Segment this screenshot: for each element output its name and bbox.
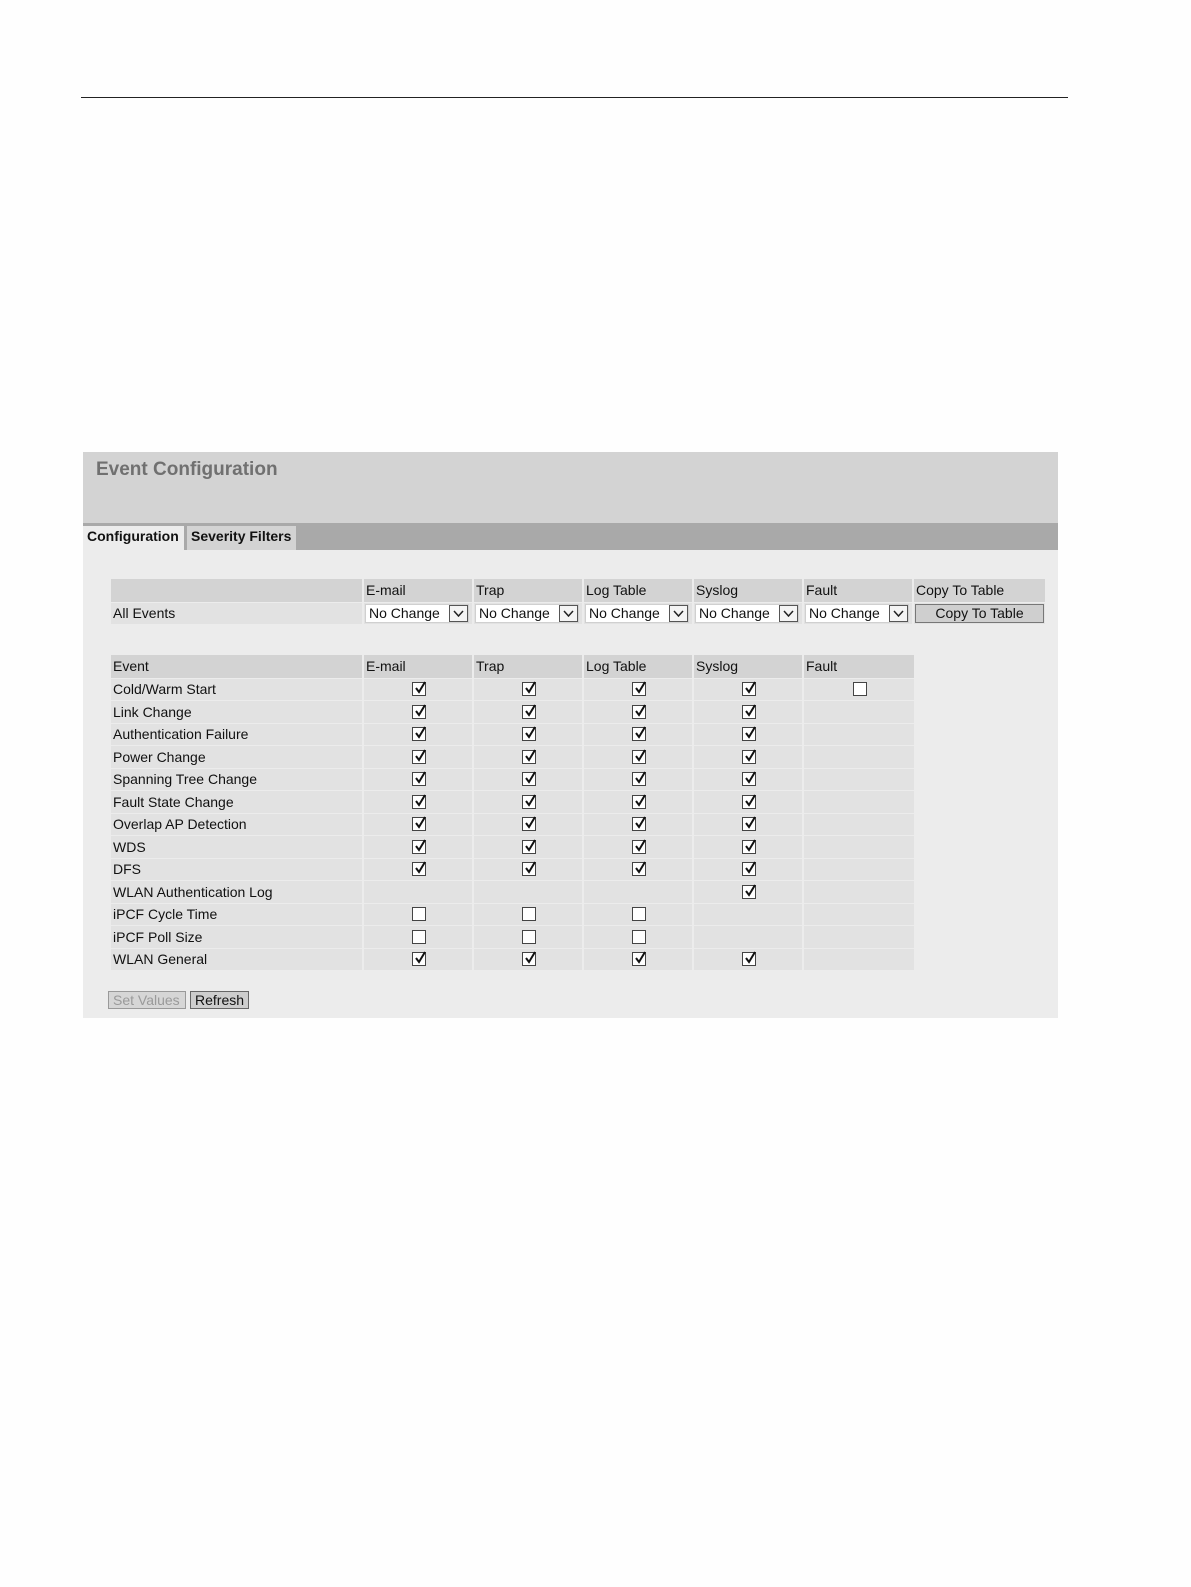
email-checkbox[interactable] <box>412 840 426 854</box>
checkmark-icon <box>633 749 647 763</box>
event-name: Authentication Failure <box>111 723 364 746</box>
email-checkbox[interactable] <box>412 750 426 764</box>
trap-checkbox[interactable] <box>522 772 536 786</box>
trap-checkbox[interactable] <box>522 817 536 831</box>
page-title: Event Configuration <box>96 459 278 480</box>
tab-configuration[interactable]: Configuration <box>83 526 184 550</box>
tab-bar <box>83 523 1058 550</box>
log-table-checkbox[interactable] <box>632 862 646 876</box>
trap-checkbox[interactable] <box>522 862 536 876</box>
email-checkbox[interactable] <box>412 862 426 876</box>
all-events-header-syslog: Syslog <box>694 579 804 602</box>
event-row <box>111 768 914 791</box>
event-name: DFS <box>111 858 364 881</box>
checkmark-icon <box>523 861 537 875</box>
checkmark-icon <box>743 861 757 875</box>
all-events-row <box>111 602 1045 625</box>
event-name: iPCF Cycle Time <box>111 903 364 926</box>
event-row <box>111 925 914 948</box>
checkmark-icon <box>413 749 427 763</box>
all-events-header-fault: Fault <box>804 579 914 602</box>
trap-checkbox[interactable] <box>522 727 536 741</box>
event-row <box>111 880 914 903</box>
checkmark-icon <box>743 839 757 853</box>
event-row <box>111 948 914 971</box>
checkmark-icon <box>523 749 537 763</box>
checkmark-icon <box>523 726 537 740</box>
checkmark-icon <box>743 771 757 785</box>
checkmark-icon <box>523 839 537 853</box>
event-name: WDS <box>111 835 364 858</box>
checkmark-icon <box>633 839 647 853</box>
checkmark-icon <box>413 771 427 785</box>
checkmark-icon <box>743 951 757 965</box>
checkmark-icon <box>633 681 647 695</box>
email-checkbox[interactable] <box>412 795 426 809</box>
column-header-email: E-mail <box>364 655 474 678</box>
trap-checkbox[interactable] <box>522 952 536 966</box>
checkmark-icon <box>633 951 647 965</box>
checkmark-icon <box>633 771 647 785</box>
chevron-down-icon[interactable] <box>779 605 798 622</box>
select-value: No Change <box>479 605 550 622</box>
trap-checkbox[interactable] <box>522 705 536 719</box>
all-events-label: All Events <box>111 602 364 625</box>
log-table-checkbox[interactable] <box>632 750 646 764</box>
syslog-checkbox[interactable] <box>742 772 756 786</box>
event-name: Link Change <box>111 700 364 723</box>
event-name: WLAN Authentication Log <box>111 880 364 903</box>
checkmark-icon <box>743 794 757 808</box>
trap-checkbox[interactable] <box>522 840 536 854</box>
checkmark-icon <box>413 681 427 695</box>
event-row <box>111 835 914 858</box>
trap-checkbox[interactable] <box>522 750 536 764</box>
checkmark-icon <box>413 951 427 965</box>
log-table-checkbox[interactable] <box>632 705 646 719</box>
checkmark-icon <box>743 749 757 763</box>
event-name: Power Change <box>111 745 364 768</box>
panel-header <box>83 452 1058 523</box>
refresh-button[interactable]: Refresh <box>190 991 249 1009</box>
syslog-checkbox[interactable] <box>742 862 756 876</box>
event-name: WLAN General <box>111 948 364 971</box>
checkmark-icon <box>413 839 427 853</box>
checkmark-icon <box>743 884 757 898</box>
event-row <box>111 813 914 836</box>
syslog-checkbox[interactable] <box>742 817 756 831</box>
checkmark-icon <box>523 771 537 785</box>
trap-checkbox[interactable] <box>522 907 536 921</box>
log-table-checkbox[interactable] <box>632 840 646 854</box>
syslog-checkbox[interactable] <box>742 682 756 696</box>
checkmark-icon <box>413 794 427 808</box>
event-row <box>111 858 914 881</box>
all-events-header-email: E-mail <box>364 579 474 602</box>
event-row <box>111 723 914 746</box>
event-name: Spanning Tree Change <box>111 768 364 791</box>
all-events-header-log-table: Log Table <box>584 579 694 602</box>
checkmark-icon <box>743 681 757 695</box>
checkmark-icon <box>523 794 537 808</box>
events-header-row <box>111 655 914 678</box>
syslog-checkbox[interactable] <box>742 795 756 809</box>
checkmark-icon <box>523 704 537 718</box>
checkmark-icon <box>633 726 647 740</box>
log-table-checkbox[interactable] <box>632 727 646 741</box>
event-name: iPCF Poll Size <box>111 925 364 948</box>
checkmark-icon <box>633 704 647 718</box>
select-value: No Change <box>369 605 440 622</box>
email-checkbox[interactable] <box>412 705 426 719</box>
event-name: Overlap AP Detection <box>111 813 364 836</box>
syslog-checkbox[interactable] <box>742 750 756 764</box>
all-events-header-copy: Copy To Table <box>914 579 1045 602</box>
email-checkbox[interactable] <box>412 772 426 786</box>
syslog-checkbox[interactable] <box>742 840 756 854</box>
column-header-trap: Trap <box>474 655 584 678</box>
checkmark-icon <box>743 816 757 830</box>
trap-checkbox[interactable] <box>522 795 536 809</box>
checkmark-icon <box>413 704 427 718</box>
log-table-checkbox[interactable] <box>632 930 646 944</box>
column-header-event: Event <box>111 655 364 678</box>
set-values-button[interactable]: Set Values <box>108 991 186 1009</box>
select-value: No Change <box>589 605 660 622</box>
column-header-syslog: Syslog <box>694 655 804 678</box>
all-events-header-row <box>111 579 1045 602</box>
event-row <box>111 678 914 701</box>
all-events-trap-select[interactable] <box>475 604 579 623</box>
all-events-email-select[interactable] <box>365 604 469 623</box>
log-table-checkbox[interactable] <box>632 772 646 786</box>
checkmark-icon <box>413 861 427 875</box>
event-name: Fault State Change <box>111 790 364 813</box>
select-value: No Change <box>699 605 770 622</box>
page-top-rule <box>81 97 1068 98</box>
log-table-checkbox[interactable] <box>632 817 646 831</box>
column-header-fault: Fault <box>804 655 914 678</box>
log-table-checkbox[interactable] <box>632 682 646 696</box>
syslog-checkbox[interactable] <box>742 705 756 719</box>
checkmark-icon <box>523 951 537 965</box>
checkmark-icon <box>413 816 427 830</box>
events-table <box>111 655 914 970</box>
all-events-table <box>111 579 1045 624</box>
email-checkbox[interactable] <box>412 952 426 966</box>
email-checkbox[interactable] <box>412 907 426 921</box>
chevron-down-icon[interactable] <box>669 605 688 622</box>
event-row <box>111 700 914 723</box>
checkmark-icon <box>743 726 757 740</box>
tab-severity-filters[interactable]: Severity Filters <box>187 526 296 550</box>
checkmark-icon <box>743 704 757 718</box>
email-checkbox[interactable] <box>412 727 426 741</box>
checkmark-icon <box>523 816 537 830</box>
all-events-header-trap: Trap <box>474 579 584 602</box>
log-table-checkbox[interactable] <box>632 795 646 809</box>
fault-checkbox[interactable] <box>853 682 867 696</box>
email-checkbox[interactable] <box>412 930 426 944</box>
event-row <box>111 745 914 768</box>
checkmark-icon <box>633 861 647 875</box>
chevron-down-icon[interactable] <box>559 605 578 622</box>
event-name: Cold/Warm Start <box>111 678 364 701</box>
column-header-log-table: Log Table <box>584 655 694 678</box>
trap-checkbox[interactable] <box>522 682 536 696</box>
trap-checkbox[interactable] <box>522 930 536 944</box>
checkmark-icon <box>633 816 647 830</box>
checkmark-icon <box>633 794 647 808</box>
syslog-checkbox[interactable] <box>742 952 756 966</box>
syslog-checkbox[interactable] <box>742 885 756 899</box>
all-events-syslog-select[interactable] <box>695 604 799 623</box>
chevron-down-icon[interactable] <box>889 605 908 622</box>
log-table-checkbox[interactable] <box>632 907 646 921</box>
event-row <box>111 903 914 926</box>
chevron-down-icon[interactable] <box>449 605 468 622</box>
event-configuration-panel <box>83 452 1058 1018</box>
checkmark-icon <box>413 726 427 740</box>
all-events-log-table-select[interactable] <box>585 604 689 623</box>
email-checkbox[interactable] <box>412 682 426 696</box>
checkmark-icon <box>523 681 537 695</box>
copy-to-table-button[interactable]: Copy To Table <box>915 604 1044 623</box>
all-events-fault-select[interactable] <box>805 604 909 623</box>
syslog-checkbox[interactable] <box>742 727 756 741</box>
email-checkbox[interactable] <box>412 817 426 831</box>
all-events-header-blank <box>111 579 364 602</box>
log-table-checkbox[interactable] <box>632 952 646 966</box>
event-row <box>111 790 914 813</box>
select-value: No Change <box>809 605 880 622</box>
